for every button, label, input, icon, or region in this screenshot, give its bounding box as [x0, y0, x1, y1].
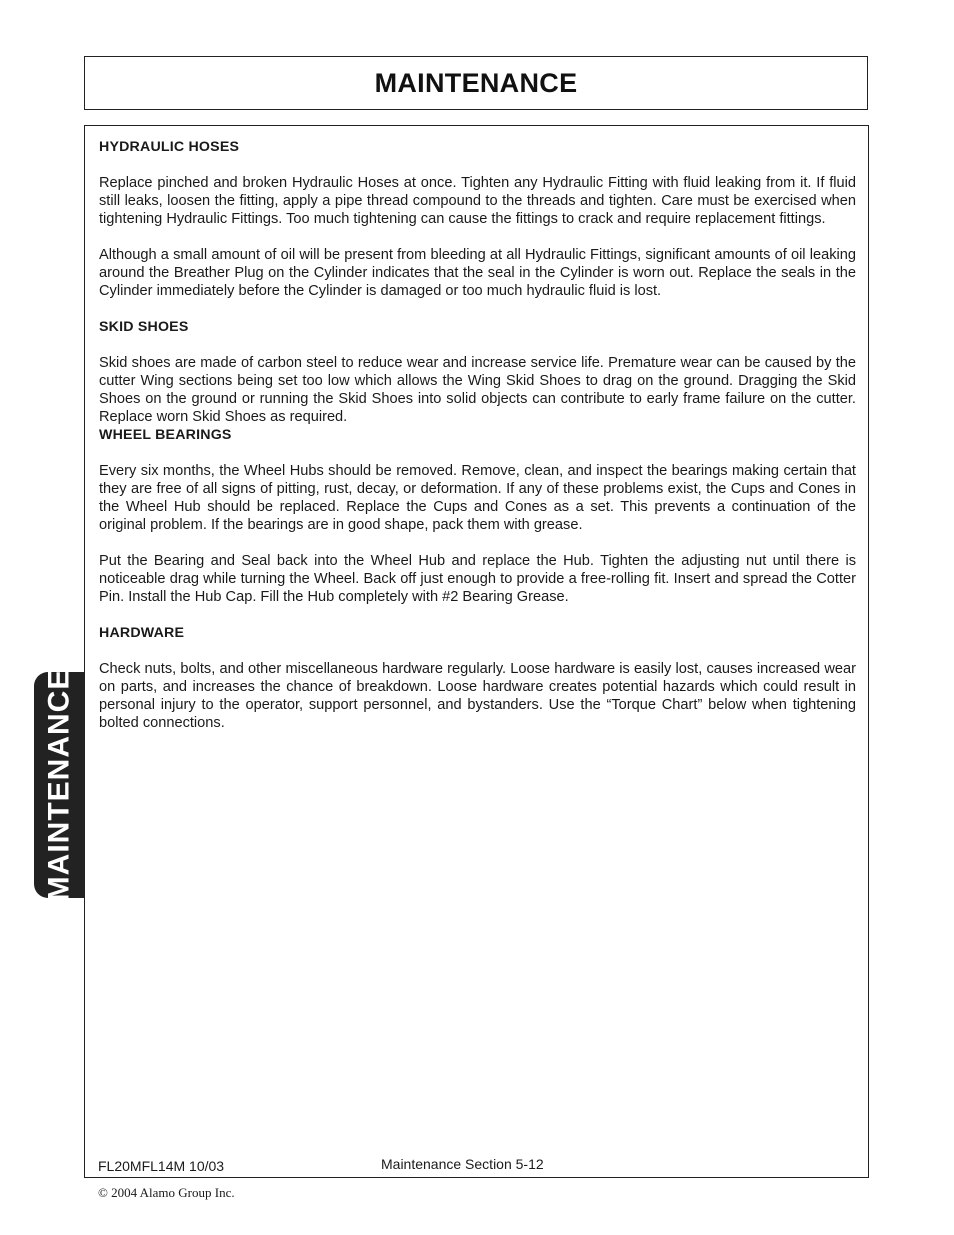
section-heading: HARDWARE [99, 625, 185, 641]
section-heading: WHEEL BEARINGS [99, 427, 232, 443]
paragraph: Every six months, the Wheel Hubs should be removed. Remove, clean, and inspect the bearings making certain that they are free of all signs of pitting, rust, decay, or deformation. If any of these problems exist, the Cups and Cones in the Wheel Hub should be replaced. Replace the Cups and Cones as a set. This prevents a continuation of the original problem. If the bearings are in good shape, pack them with grease. [99, 463, 856, 533]
footer-doc-code: FL20MFL14M 10/03 [98, 1158, 225, 1174]
content-body [99, 138, 856, 750]
section-side-tab [34, 668, 85, 902]
paragraph: Although a small amount of oil will be present from bleeding at all Hydraulic Fittings, significant amounts of oil leaking around the Breather Plug on the Cylinder indicates that the seal in the Cylinder is worn out. Replace the seals in the Cylinder immediately before the Cylinder is damaged or too much hydraulic fluid is lost. [99, 247, 856, 299]
section-heading: HYDRAULIC HOSES [99, 139, 240, 155]
section-heading: SKID SHOES [99, 319, 189, 335]
paragraph: Check nuts, bolts, and other miscellaneous hardware regularly. Loose hardware is easily lost, causes increased wear on parts, and increases the chance of breakdown. Loose hardware creates potential hazards which could result in personal injury to the operator, support personnel, and bystanders. Use the “Torque Chart” below when tightening bolted connections. [99, 661, 856, 731]
side-tab-label: MAINTENANCE [42, 668, 76, 902]
footer-copyright: © 2004 Alamo Group Inc. [98, 1185, 235, 1200]
footer-page-number: Maintenance Section 5-12 [381, 1156, 544, 1172]
page-header [84, 56, 868, 110]
page-title: MAINTENANCE [374, 67, 578, 98]
section-hardware [99, 624, 856, 732]
section-skid-shoes [99, 318, 856, 426]
paragraph: Replace pinched and broken Hydraulic Hoses at once. Tighten any Hydraulic Fitting with fluid leaking from it. If fluid still leaks, loosen the fitting, apply a pipe thread compound to the threads and tighten. Care must be exercised when tightening Hydraulic Fittings. Too much tightening can cause the fittings to crack and require replacement fittings. [99, 175, 856, 227]
paragraph: Skid shoes are made of carbon steel to reduce wear and increase service life. Premature wear can be caused by the cutter Wing sections being set too low which allows the Wing Skid Shoes to drag on the ground. Dragging the Skid Shoes on the ground or running the Skid Shoes into solid objects can contribute to early frame failure on the cutter. Replace worn Skid Shoes as required. [99, 355, 856, 425]
section-wheel-bearings [99, 426, 856, 606]
paragraph: Put the Bearing and Seal back into the Wheel Hub and replace the Hub. Tighten the adjusting nut until there is noticeable drag while turning the Wheel. Back off just enough to provide a free-rolling fit. Insert and spread the Cotter Pin. Install the Hub Cap. Fill the Hub completely with #2 Bearing Grease. [99, 553, 856, 605]
section-hydraulic-hoses [99, 138, 856, 300]
content-frame [84, 125, 869, 1178]
